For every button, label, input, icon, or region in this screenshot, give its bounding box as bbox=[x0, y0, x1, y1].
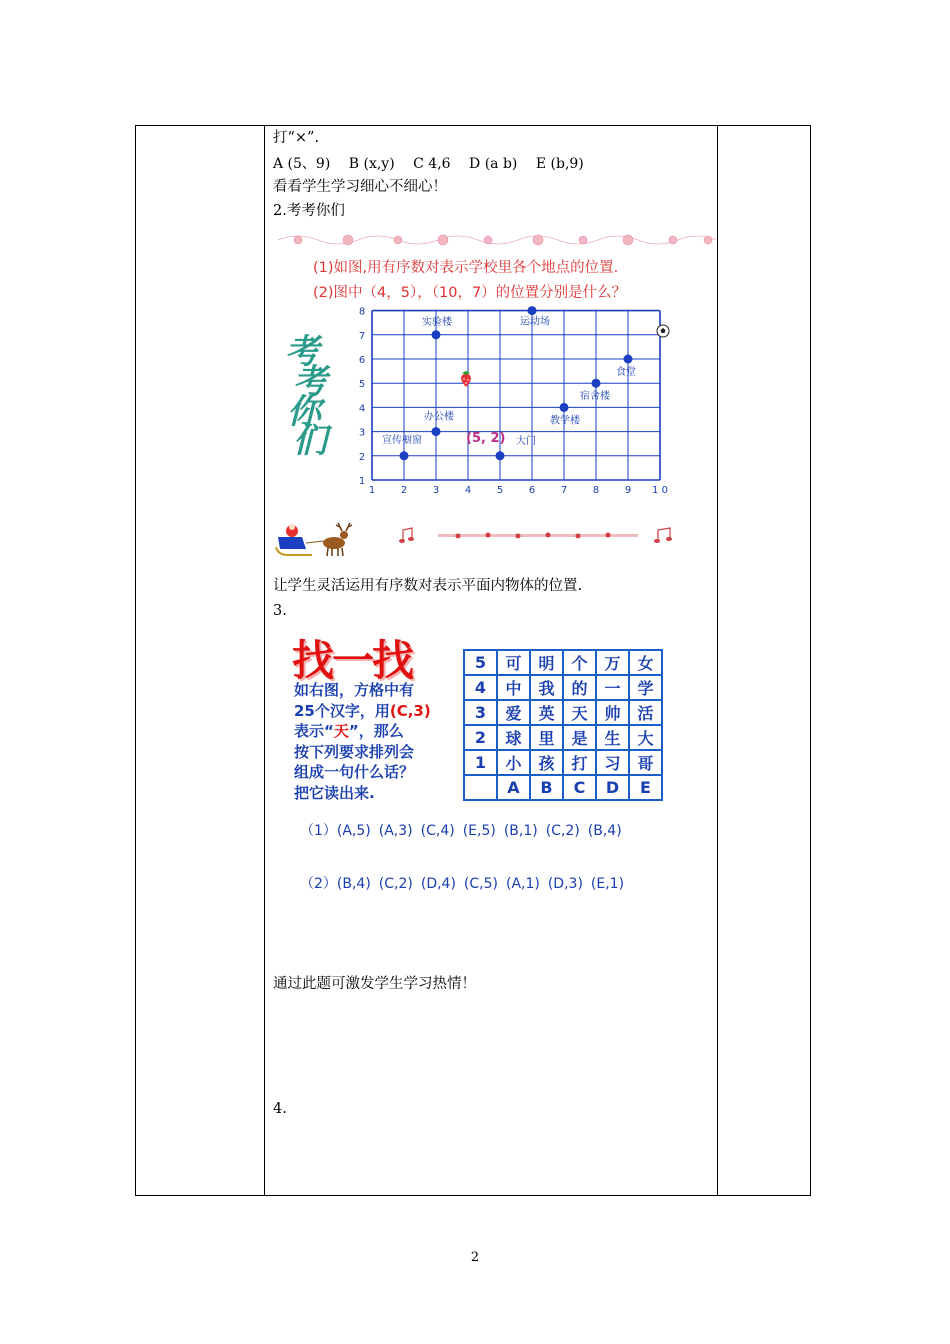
grid-cell: 明 bbox=[530, 650, 563, 675]
find-description: 如右图，方格中有 25个汉字，用(C,3) 表示“天”，那么 按下列要求排列会 组成一句什么话？ 把它读出来. bbox=[294, 681, 431, 802]
grid-cell: 是 bbox=[563, 725, 596, 750]
data-point bbox=[432, 330, 441, 339]
grid-cell: 帅 bbox=[596, 700, 629, 725]
character-grid bbox=[463, 649, 663, 801]
grid-row bbox=[464, 675, 662, 700]
grid-cell: 里 bbox=[530, 725, 563, 750]
point-label: 办公楼 bbox=[424, 411, 454, 423]
question-2: (2)图中（4，5），（10，7）的位置分别是什么？ bbox=[313, 285, 627, 301]
x-tick-label: 1 0 bbox=[652, 485, 668, 496]
seq-item: （2）(B,4) bbox=[300, 876, 371, 892]
grid-cell: 打 bbox=[563, 750, 596, 775]
point-label: 大门 bbox=[516, 435, 536, 447]
grid-cell: 万 bbox=[596, 650, 629, 675]
option-c: C 4,6 bbox=[413, 156, 451, 172]
data-point bbox=[528, 306, 537, 315]
side-title-char: 们 bbox=[293, 421, 327, 461]
strawberry-icon bbox=[458, 370, 474, 388]
grid-cell: 4 bbox=[464, 675, 497, 700]
grid-row bbox=[464, 700, 662, 725]
data-point bbox=[400, 451, 409, 460]
x-tick-label: 3 bbox=[432, 485, 440, 496]
grid-cell: 一 bbox=[596, 675, 629, 700]
grid-cell: A bbox=[497, 775, 530, 800]
x-tick-label: 7 bbox=[560, 485, 568, 496]
grid-cell: 可 bbox=[497, 650, 530, 675]
note-enthusiasm: 通过此题可激发学生学习热情！ bbox=[273, 976, 476, 992]
grid-row bbox=[464, 775, 662, 800]
music-notes-decoration bbox=[398, 526, 684, 548]
grid-cell: 2 bbox=[464, 725, 497, 750]
question-1: (1)如图,用有序数对表示学校里各个地点的位置. bbox=[313, 260, 619, 276]
data-point bbox=[496, 451, 505, 460]
y-tick-label: 6 bbox=[358, 355, 366, 366]
grid-cell: 活 bbox=[629, 700, 662, 725]
grid-cell: 习 bbox=[596, 750, 629, 775]
grid-row bbox=[464, 725, 662, 750]
soccer-ball-icon bbox=[656, 324, 670, 338]
side-title-char: 你 bbox=[287, 392, 321, 432]
grid-cell: 5 bbox=[464, 650, 497, 675]
grid-row bbox=[464, 650, 662, 675]
grid-cell: 3 bbox=[464, 700, 497, 725]
grid-cell: 天 bbox=[563, 700, 596, 725]
seq-item: (D,3) bbox=[547, 876, 583, 892]
y-tick-label: 8 bbox=[358, 306, 366, 318]
data-point bbox=[432, 427, 441, 436]
grid-cell: 个 bbox=[563, 650, 596, 675]
grid-cell: E bbox=[629, 775, 662, 800]
point-label: 实验楼 bbox=[422, 316, 452, 328]
option-b: B (x,y) bbox=[348, 156, 395, 172]
grid-cell: 哥 bbox=[629, 750, 662, 775]
grid-cell: 1 bbox=[464, 750, 497, 775]
x-tick-label: 6 bbox=[528, 485, 536, 496]
options-line bbox=[273, 153, 598, 173]
point-label: 运动场 bbox=[520, 316, 550, 328]
section-2-title: 2.考考你们 bbox=[273, 203, 345, 219]
grid-cell bbox=[464, 775, 497, 800]
seq-item: (E,5) bbox=[462, 823, 496, 839]
grid-cell: C bbox=[563, 775, 596, 800]
data-point bbox=[560, 403, 569, 412]
grid-cell: 孩 bbox=[530, 750, 563, 775]
section-4-title: 4. bbox=[273, 1101, 287, 1117]
y-tick-label: 4 bbox=[358, 403, 366, 415]
side-title-char: 考 bbox=[285, 332, 319, 372]
seq-item: (C,2) bbox=[545, 823, 580, 839]
coordinate-chart bbox=[350, 298, 680, 498]
grid-cell: 女 bbox=[629, 650, 662, 675]
grid-cell: 我 bbox=[530, 675, 563, 700]
grid-row bbox=[464, 750, 662, 775]
seq-item: (C,5) bbox=[463, 876, 498, 892]
x-tick-label: 2 bbox=[400, 485, 408, 496]
grid-cell: 的 bbox=[563, 675, 596, 700]
sequence-1 bbox=[300, 820, 630, 840]
option-a: A (5、9) bbox=[273, 156, 331, 172]
grid-cell: 生 bbox=[596, 725, 629, 750]
grid-cell: 英 bbox=[530, 700, 563, 725]
y-tick-label: 3 bbox=[358, 427, 366, 439]
x-tick-label: 5 bbox=[496, 485, 504, 496]
y-tick-label: 5 bbox=[358, 379, 366, 391]
option-e: E (b,9) bbox=[535, 156, 584, 172]
y-tick-label: 7 bbox=[358, 330, 366, 342]
column-divider bbox=[264, 125, 265, 1196]
x-tick-label: 4 bbox=[464, 485, 472, 496]
find-title: 找一找 bbox=[292, 636, 413, 685]
seq-item: (D,4) bbox=[420, 876, 456, 892]
x-tick-label: 8 bbox=[592, 485, 600, 496]
point-label: 教学楼 bbox=[550, 415, 580, 427]
grid-cell: 学 bbox=[629, 675, 662, 700]
column-divider bbox=[717, 125, 718, 1196]
y-tick-label: 2 bbox=[358, 451, 366, 463]
grid-cell: B bbox=[530, 775, 563, 800]
grid-cell: D bbox=[596, 775, 629, 800]
point-label: 宿舍楼 bbox=[580, 391, 610, 403]
grid-cell: 中 bbox=[497, 675, 530, 700]
grid-cell: 大 bbox=[629, 725, 662, 750]
highlight-coordinate: (5, 2) bbox=[466, 430, 506, 446]
section-3-title: 3. bbox=[273, 603, 287, 619]
seq-item: (E,1) bbox=[590, 876, 625, 892]
seq-item: (A,3) bbox=[378, 823, 413, 839]
seq-item: (C,2) bbox=[378, 876, 413, 892]
seq-item: (C,4) bbox=[420, 823, 455, 839]
note-careful: 看看学生学习细心不细心！ bbox=[273, 179, 447, 195]
seq-item: （1）(A,5) bbox=[300, 823, 371, 839]
y-tick-label: 1 bbox=[358, 476, 366, 487]
header-text: 打“×”. bbox=[273, 130, 320, 146]
point-label: 宣传橱窗 bbox=[382, 434, 422, 446]
data-point bbox=[592, 379, 601, 388]
grid-cell: 小 bbox=[497, 750, 530, 775]
point-label: 食堂 bbox=[616, 367, 636, 378]
seq-item: (A,1) bbox=[505, 876, 540, 892]
santa-sleigh-icon bbox=[272, 519, 354, 559]
seq-item: (B,1) bbox=[503, 823, 538, 839]
flower-border-decoration bbox=[278, 232, 716, 248]
x-tick-label: 9 bbox=[624, 485, 632, 496]
side-title-char: 考 bbox=[293, 362, 327, 402]
page-number: 2 bbox=[470, 1250, 480, 1265]
data-point bbox=[624, 355, 633, 364]
x-tick-label: 1 bbox=[368, 485, 376, 496]
note-apply: 让学生灵活运用有序数对表示平面内物体的位置. bbox=[273, 578, 583, 594]
option-d: D (a b) bbox=[469, 156, 518, 172]
seq-item: (B,4) bbox=[587, 823, 622, 839]
grid-cell: 球 bbox=[497, 725, 530, 750]
sequence-2 bbox=[300, 873, 632, 893]
grid-cell: 爱 bbox=[497, 700, 530, 725]
